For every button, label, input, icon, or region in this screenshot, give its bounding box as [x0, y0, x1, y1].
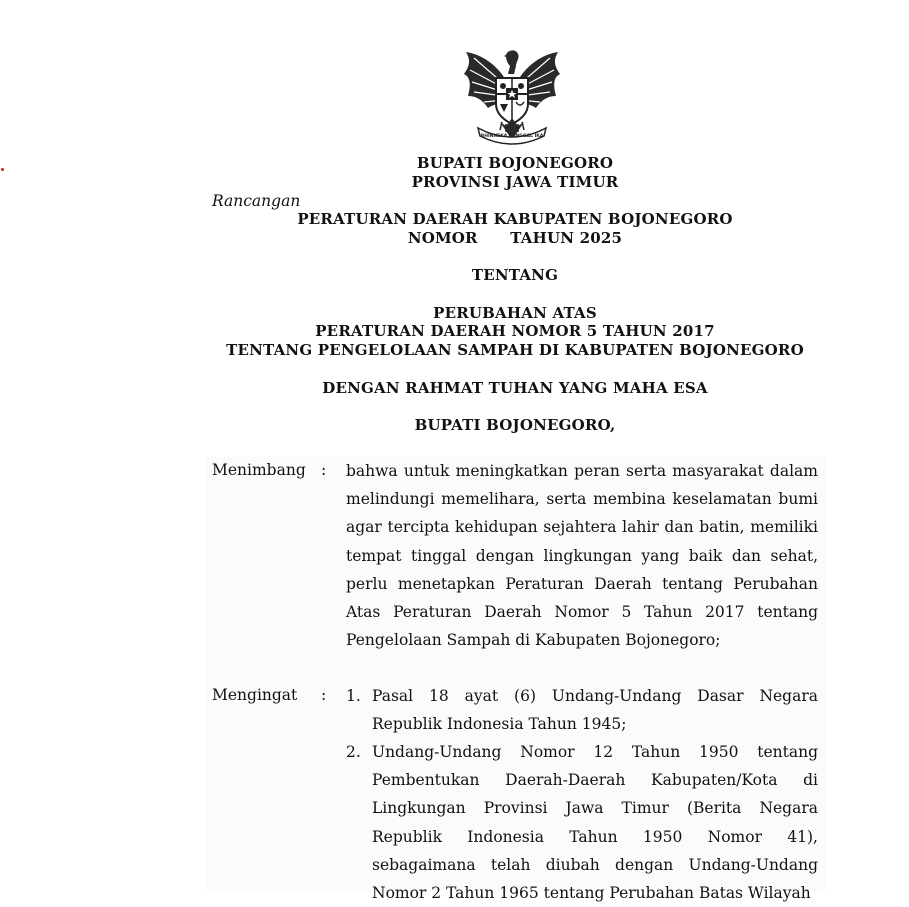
motto-text: BHINNEKA TUNGGAL IKA: [480, 134, 544, 139]
list-item-number: 1.: [346, 687, 361, 705]
enactor: BUPATI BOJONEGORO,: [414, 416, 616, 434]
draft-label: Rancangan: [212, 192, 301, 210]
garuda-emblem-svg: [458, 44, 566, 148]
regulation-title: PERATURAN DAERAH KABUPATEN BOJONEGORO: [297, 210, 733, 228]
subject-line-1: PERUBAHAN ATAS: [433, 304, 597, 322]
recalling-label: Mengingat: [212, 686, 298, 704]
list-item-text: Pasal 18 ayat (6) Undang-Undang Dasar Negara Republik Indonesia Tahun 1945;: [372, 687, 818, 734]
number-year: NOMOR TAHUN 2025: [407, 229, 623, 247]
province-title: PROVINSI JAWA TIMUR: [411, 173, 619, 191]
subject-line-3: TENTANG PENGELOLAAN SAMPAH DI KABUPATEN BOJONEGORO: [226, 341, 804, 359]
garuda-emblem-icon: [458, 44, 566, 148]
head: [506, 50, 519, 74]
considering-paragraph: bahwa untuk meningkatkan peran serta masyarakat dalam melindungi memelihara, serta membina keselamatan bumi agar tercipta kehidupan sejahtera lahir dan batin, memiliki tempat tinggal dengan lingkungan yang baik dan sehat, perlu menetapkan Peraturan Daerah tentang Perubahan Atas Peraturan Daerah Nomor 5 Tahun 2017 tentang Pengelolaan Sampah di Kabupaten Bojonegoro;: [346, 462, 818, 650]
list-item-text: Undang-Undang Nomor 12 Tahun 1950 tentang Pembentukan Daerah-Daerah Kabupaten/Kota di Lingkungan Provinsi Jawa Timur (Berita Negara Republik Indonesia Tahun 1950 Nomor 41), sebagaimana telah diubah dengan Undang-Undang Nomor 2 Tahun 1965 tentang Perubahan Batas Wilayah: [372, 743, 818, 903]
list-item-number: 2.: [346, 743, 361, 761]
invocation: DENGAN RAHMAT TUHAN YANG MAHA ESA: [322, 379, 708, 397]
authority-title: BUPATI BOJONEGORO: [416, 154, 614, 172]
considering-colon: :: [321, 461, 327, 479]
about-heading: TENTANG: [471, 266, 559, 284]
recalling-colon: :: [321, 686, 327, 704]
considering-label: Menimbang: [212, 461, 306, 479]
stray-red-dot: [1, 168, 4, 171]
subject-line-2: PERATURAN DAERAH NOMOR 5 TAHUN 2017: [315, 322, 715, 340]
